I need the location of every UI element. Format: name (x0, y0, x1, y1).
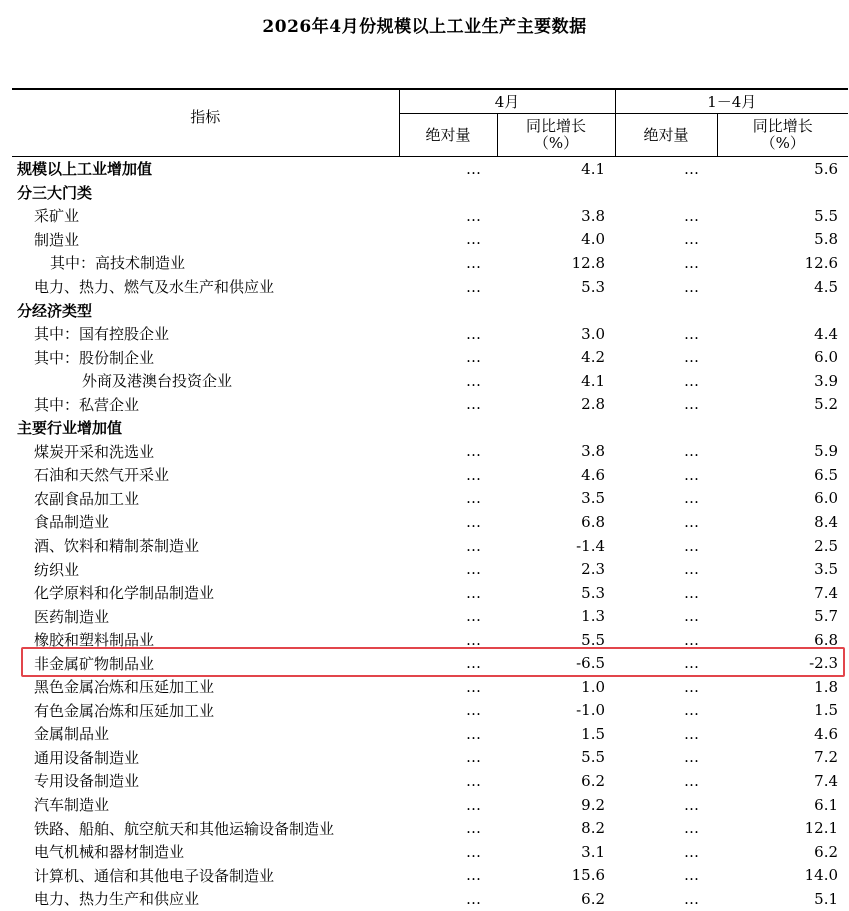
table-row (12, 651, 848, 675)
row-label: 外商及港澳台投资企业 (82, 372, 233, 391)
table-row (12, 204, 848, 228)
cell-yoy-april: 4.6 (581, 465, 606, 484)
table-row (12, 369, 848, 393)
row-label: 煤炭开采和洗选业 (34, 442, 155, 461)
cell-yoy-jan-apr: 5.9 (814, 442, 839, 461)
table-row (12, 816, 848, 840)
cell-yoy-april: -6.5 (576, 654, 606, 673)
header-yoy-label: 同比增长 (752, 117, 813, 135)
cell-absolute-april: … (466, 253, 480, 272)
cell-absolute-jan-apr (615, 416, 717, 440)
cell-absolute-april: … (466, 465, 480, 484)
cell-absolute-jan-apr: … (684, 324, 699, 343)
cell-absolute-jan-apr: … (684, 866, 699, 885)
cell-yoy-jan-apr: 7.4 (814, 771, 839, 790)
cell-absolute-jan-apr: … (684, 489, 699, 508)
cell-absolute-jan-apr (615, 181, 717, 205)
row-label: 制造业 (34, 230, 80, 249)
cell-absolute-jan-apr: … (684, 842, 699, 861)
row-label: 化学原料和化学制品制造业 (34, 584, 215, 603)
cell-yoy-jan-apr: 1.8 (814, 677, 839, 696)
row-label: 纺织业 (34, 560, 80, 579)
table-row (12, 840, 848, 864)
table-row (12, 392, 848, 416)
cell-absolute-april (399, 181, 497, 205)
header-period-jan-apr: 1－4月 (615, 89, 848, 114)
cell-yoy-jan-apr: 2.5 (814, 536, 839, 555)
page-title: 2026年4月份规模以上工业生产主要数据 (262, 17, 587, 37)
cell-yoy-jan-apr: 5.5 (814, 206, 839, 225)
cell-yoy-jan-apr: 8.4 (814, 512, 839, 531)
cell-absolute-april: … (466, 583, 480, 602)
cell-absolute-april: … (466, 230, 480, 249)
row-label: 有色金属冶炼和压延加工业 (34, 701, 215, 720)
cell-yoy-april: 5.3 (581, 277, 606, 296)
cell-yoy-jan-apr: 12.1 (804, 819, 839, 838)
table-row (12, 440, 848, 464)
cell-yoy-jan-apr: -2.3 (809, 654, 839, 673)
cell-absolute-april: … (466, 371, 480, 390)
table-row (12, 345, 848, 369)
cell-yoy-april: 12.8 (571, 253, 606, 272)
cell-yoy-jan-apr: 3.9 (814, 371, 839, 390)
cell-absolute-april: … (466, 489, 480, 508)
table-row (12, 181, 848, 205)
row-label: 通用设备制造业 (34, 748, 140, 767)
cell-absolute-jan-apr (615, 298, 717, 322)
header-yoy-unit: （%） (760, 134, 805, 152)
table-row (12, 699, 848, 723)
cell-yoy-april: 6.2 (581, 889, 606, 908)
cell-absolute-april: … (466, 819, 480, 838)
row-label: 石油和天然气开采业 (34, 466, 170, 485)
cell-yoy-jan-apr: 6.0 (814, 489, 839, 508)
cell-yoy-jan-apr: 5.1 (814, 889, 839, 908)
row-label: 非金属矿物制品业 (34, 654, 155, 673)
cell-absolute-april: … (466, 536, 480, 555)
cell-yoy-jan-apr: 6.2 (814, 842, 839, 861)
table-row (12, 722, 848, 746)
cell-yoy-jan-apr: 14.0 (804, 866, 839, 885)
cell-absolute-jan-apr: … (684, 654, 699, 673)
cell-yoy-april: 5.3 (581, 583, 606, 602)
cell-yoy-april: 1.0 (581, 677, 606, 696)
row-label: 分经济类型 (17, 301, 93, 320)
row-label: 分三大门类 (17, 183, 93, 202)
cell-yoy-jan-apr: 7.2 (814, 748, 839, 767)
cell-yoy-jan-apr: 1.5 (814, 701, 839, 720)
table-row (12, 416, 848, 440)
row-label: 铁路、船舶、航空航天和其他运输设备制造业 (34, 819, 335, 838)
cell-absolute-april: … (466, 701, 480, 720)
cell-yoy-april (497, 416, 615, 440)
cell-absolute-jan-apr: … (684, 724, 699, 743)
table-row (12, 228, 848, 252)
cell-absolute-jan-apr: … (684, 677, 699, 696)
table-row (12, 604, 848, 628)
cell-absolute-jan-apr: … (684, 607, 699, 626)
cell-absolute-jan-apr: … (684, 701, 699, 720)
cell-yoy-april: 4.0 (581, 230, 606, 249)
cell-yoy-jan-apr: 6.5 (814, 465, 839, 484)
cell-absolute-april (399, 298, 497, 322)
cell-yoy-april: 5.5 (581, 748, 606, 767)
cell-yoy-april: 6.8 (581, 512, 606, 531)
cell-yoy-jan-apr (717, 298, 848, 322)
header-yoy-jan-apr (717, 114, 848, 157)
row-label: 主要行业增加值 (17, 419, 123, 438)
cell-yoy-jan-apr: 6.1 (814, 795, 839, 814)
row-label: 医药制造业 (34, 607, 110, 626)
cell-yoy-jan-apr: 5.7 (814, 607, 839, 626)
row-label: 酒、饮料和精制茶制造业 (34, 537, 200, 556)
row-label: 橡胶和塑料制品业 (34, 631, 155, 650)
row-label: 农副食品加工业 (34, 489, 140, 508)
cell-yoy-jan-apr: 3.5 (814, 560, 839, 579)
cell-yoy-jan-apr: 5.8 (814, 230, 839, 249)
cell-yoy-april: 3.5 (581, 489, 606, 508)
cell-yoy-april: 3.0 (581, 324, 606, 343)
row-label: 其中：私营企业 (34, 395, 140, 414)
cell-yoy-jan-apr: 4.6 (814, 724, 839, 743)
row-label: 汽车制造业 (34, 796, 110, 815)
cell-absolute-jan-apr: … (684, 819, 699, 838)
cell-yoy-april (497, 298, 615, 322)
cell-absolute-april: … (466, 771, 480, 790)
cell-absolute-jan-apr: … (684, 512, 699, 531)
cell-yoy-jan-apr: 12.6 (804, 253, 839, 272)
cell-absolute-april: … (466, 889, 480, 908)
cell-absolute-jan-apr: … (684, 583, 699, 602)
cell-absolute-jan-apr: … (684, 465, 699, 484)
cell-absolute-jan-apr: … (684, 889, 699, 908)
cell-yoy-april: 1.5 (581, 724, 606, 743)
cell-absolute-jan-apr: … (684, 748, 699, 767)
table-row (12, 769, 848, 793)
cell-absolute-jan-apr: … (684, 536, 699, 555)
cell-yoy-april (497, 181, 615, 205)
cell-yoy-april: 3.8 (581, 206, 606, 225)
table-row (12, 251, 848, 275)
cell-absolute-jan-apr: … (684, 159, 699, 178)
cell-absolute-april: … (466, 560, 480, 579)
row-label: 金属制品业 (34, 725, 110, 744)
row-label: 规模以上工业增加值 (17, 160, 153, 179)
header-indicator: 指标 (12, 89, 399, 157)
table-row (12, 863, 848, 887)
cell-absolute-jan-apr: … (684, 795, 699, 814)
row-label: 其中：国有控股企业 (34, 325, 170, 344)
cell-yoy-jan-apr (717, 181, 848, 205)
cell-yoy-april: 2.3 (581, 560, 606, 579)
cell-yoy-april: -1.0 (576, 701, 606, 720)
cell-yoy-jan-apr: 4.5 (814, 277, 839, 296)
cell-yoy-april: 6.2 (581, 771, 606, 790)
cell-absolute-april: … (466, 442, 480, 461)
cell-absolute-april: … (466, 866, 480, 885)
cell-yoy-jan-apr: 6.0 (814, 348, 839, 367)
cell-yoy-april: 4.2 (581, 348, 606, 367)
cell-absolute-jan-apr: … (684, 630, 699, 649)
row-label: 其中：高技术制造业 (50, 254, 186, 273)
table-row (12, 793, 848, 817)
cell-absolute-april: … (466, 748, 480, 767)
row-label: 电力、热力生产和供应业 (34, 890, 200, 909)
cell-absolute-jan-apr: … (684, 277, 699, 296)
header-period-april: 4月 (399, 89, 615, 114)
cell-absolute-april: … (466, 677, 480, 696)
table-row (12, 510, 848, 534)
cell-yoy-jan-apr: 5.6 (814, 159, 839, 178)
cell-yoy-jan-apr: 6.8 (814, 630, 839, 649)
cell-yoy-jan-apr: 7.4 (814, 583, 839, 602)
cell-absolute-april: … (466, 795, 480, 814)
table-row (12, 887, 848, 911)
cell-absolute-april: … (466, 395, 480, 414)
row-label: 专用设备制造业 (34, 772, 140, 791)
cell-yoy-april: 3.8 (581, 442, 606, 461)
cell-absolute-jan-apr: … (684, 395, 699, 414)
table-row (12, 557, 848, 581)
cell-yoy-april: 4.1 (581, 371, 606, 390)
row-label: 食品制造业 (34, 513, 110, 532)
data-table (12, 88, 848, 911)
table-body (12, 157, 848, 911)
cell-yoy-april: 9.2 (581, 795, 606, 814)
table-row (12, 157, 848, 181)
cell-absolute-jan-apr: … (684, 253, 699, 272)
cell-absolute-jan-apr: … (684, 348, 699, 367)
cell-absolute-april: … (466, 206, 480, 225)
header-yoy-april (497, 114, 615, 157)
cell-absolute-jan-apr: … (684, 771, 699, 790)
cell-yoy-april: 15.6 (571, 866, 606, 885)
cell-absolute-april: … (466, 159, 480, 178)
cell-yoy-april: 2.8 (581, 395, 606, 414)
header-absolute-jan-apr: 绝对量 (615, 114, 717, 157)
cell-yoy-april: 3.1 (581, 842, 606, 861)
row-label: 其中：股份制企业 (34, 348, 155, 367)
row-label: 计算机、通信和其他电子设备制造业 (34, 866, 275, 885)
cell-absolute-jan-apr: … (684, 442, 699, 461)
table-row (12, 298, 848, 322)
cell-absolute-april: … (466, 277, 480, 296)
table-row (12, 322, 848, 346)
table-row (12, 534, 848, 558)
cell-yoy-jan-apr (717, 416, 848, 440)
cell-yoy-jan-apr: 4.4 (814, 324, 839, 343)
table-row (12, 487, 848, 511)
cell-absolute-april: … (466, 348, 480, 367)
cell-yoy-april: -1.4 (576, 536, 606, 555)
header-yoy-unit: （%） (533, 134, 579, 152)
cell-absolute-jan-apr: … (684, 206, 699, 225)
table-header (12, 89, 848, 157)
header-absolute-april: 绝对量 (399, 114, 497, 157)
table-row (12, 628, 848, 652)
row-label: 黑色金属冶炼和压延加工业 (34, 678, 215, 697)
cell-absolute-april (399, 416, 497, 440)
row-label: 电力、热力、燃气及水生产和供应业 (34, 278, 275, 296)
cell-absolute-jan-apr: … (684, 560, 699, 579)
cell-absolute-april: … (466, 512, 480, 531)
table-row (12, 463, 848, 487)
cell-absolute-april: … (466, 842, 480, 861)
table-row (12, 581, 848, 605)
cell-yoy-april: 4.1 (581, 159, 606, 178)
cell-absolute-april: … (466, 607, 480, 626)
table-row (12, 746, 848, 770)
cell-absolute-april: … (466, 654, 480, 673)
table-row (12, 675, 848, 699)
cell-yoy-april: 8.2 (581, 819, 606, 838)
cell-yoy-april: 1.3 (581, 607, 606, 626)
cell-absolute-jan-apr: … (684, 230, 699, 249)
cell-absolute-april: … (466, 630, 480, 649)
row-label: 采矿业 (34, 207, 80, 226)
cell-absolute-jan-apr: … (684, 371, 699, 390)
table-row (12, 275, 848, 299)
cell-yoy-april: 5.5 (581, 630, 606, 649)
header-yoy-label: 同比增长 (526, 117, 587, 135)
cell-absolute-april: … (466, 724, 480, 743)
cell-yoy-jan-apr: 5.2 (814, 395, 839, 414)
cell-absolute-april: … (466, 324, 480, 343)
row-label: 电气机械和器材制造业 (34, 843, 185, 862)
